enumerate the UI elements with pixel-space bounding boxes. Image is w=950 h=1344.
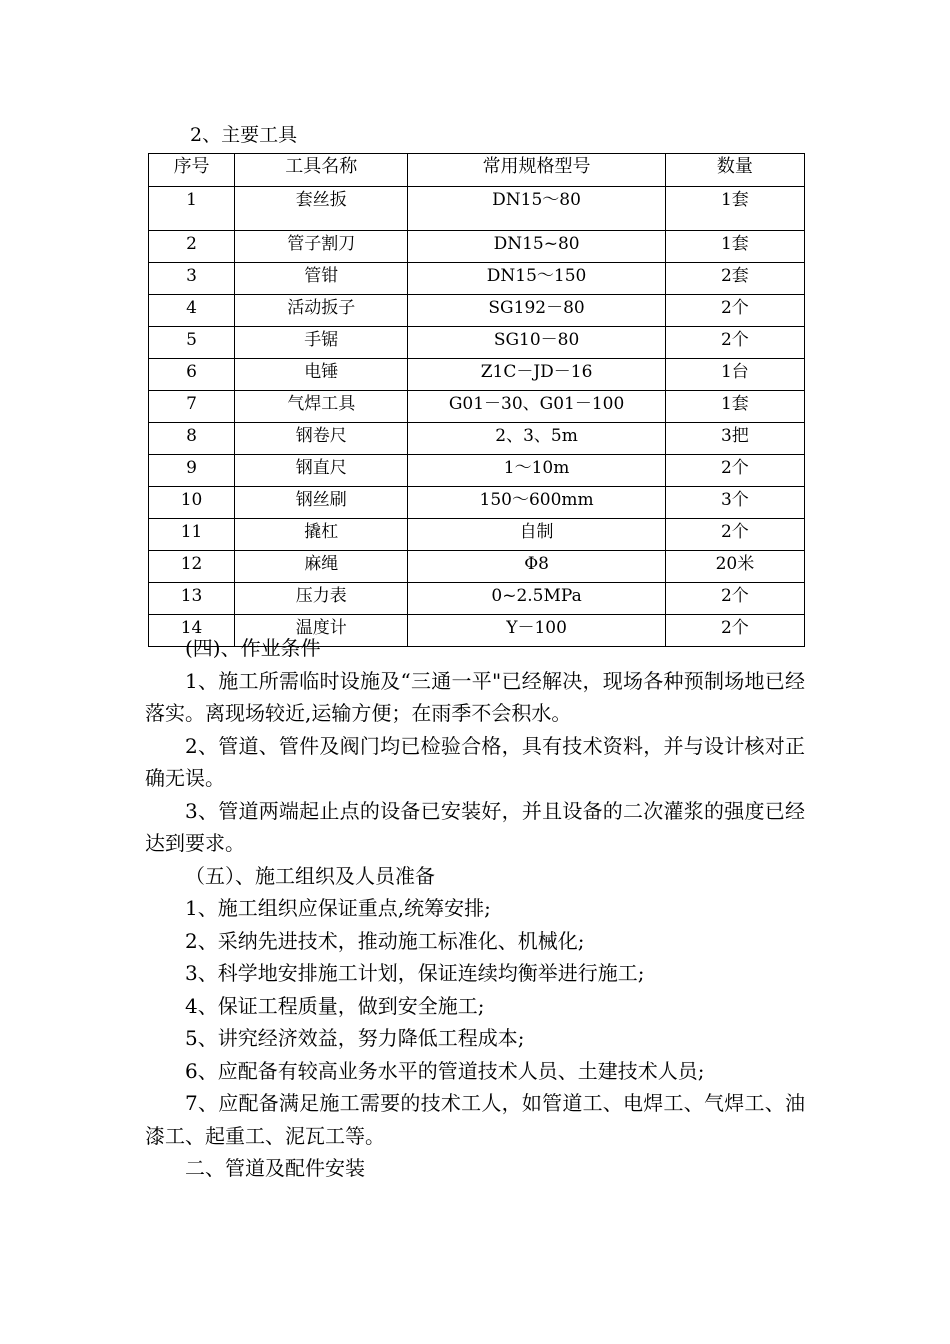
header-spec: 常用规格型号 xyxy=(408,154,665,187)
cell-spec: 1～10m xyxy=(408,455,665,487)
paragraph: 1、施工组织应保证重点,统筹安排; xyxy=(185,896,491,920)
heading-organization: （五）、施工组织及人员准备 xyxy=(185,863,435,888)
cell-index: 12 xyxy=(149,551,235,583)
paragraph: 2、采纳先进技术，推动施工标准化、机械化; xyxy=(185,928,585,953)
paragraph: 2、管道、管件及阀门均已检验合格，具有技术资料，并与设计核对正确无误。 xyxy=(145,733,805,790)
paragraph: 1、施工所需临时设施及“三通一平"已经解决，现场各种预制场地已经落实。离现场较近,运输方便；在雨季不会积水。 xyxy=(145,668,805,725)
table-row xyxy=(149,231,805,263)
cell-index: 10 xyxy=(149,487,235,519)
cell-index: 11 xyxy=(149,519,235,551)
paragraph: 3、管道两端起止点的设备已安装好，并且设备的二次灌浆的强度已经达到要求。 xyxy=(145,798,805,855)
cell-quantity: 2个 xyxy=(665,583,804,615)
table-row xyxy=(149,583,805,615)
cell-tool-name: 活动扳子 xyxy=(235,295,408,327)
table-row xyxy=(149,423,805,455)
cell-tool-name: 撬杠 xyxy=(235,519,408,551)
cell-tool-name: 气焊工具 xyxy=(235,391,408,423)
tools-table xyxy=(148,153,805,647)
cell-quantity: 3把 xyxy=(665,423,804,455)
table-row xyxy=(149,455,805,487)
cell-quantity: 3个 xyxy=(665,487,804,519)
table-row xyxy=(149,263,805,295)
cell-index: 14 xyxy=(149,615,235,647)
paragraph: 5、讲究经济效益，努力降低工程成本; xyxy=(185,1026,525,1050)
cell-quantity: 20米 xyxy=(665,551,804,583)
heading-pipe-installation: 二、管道及配件安装 xyxy=(185,1156,365,1180)
cell-spec: DN15～80 xyxy=(408,187,665,231)
cell-tool-name: 压力表 xyxy=(235,583,408,615)
cell-spec: G01－30、G01－100 xyxy=(408,391,665,423)
cell-spec: DN15～150 xyxy=(408,263,665,295)
cell-tool-name: 钢直尺 xyxy=(235,455,408,487)
cell-quantity: 2个 xyxy=(665,295,804,327)
cell-spec: SG192－80 xyxy=(408,295,665,327)
cell-index: 13 xyxy=(149,583,235,615)
heading-work-conditions: (四)、作业条件 xyxy=(185,636,321,660)
cell-index: 6 xyxy=(149,359,235,391)
cell-quantity: 2套 xyxy=(665,263,804,295)
cell-index: 9 xyxy=(149,455,235,487)
table-row xyxy=(149,187,805,231)
cell-spec: Y－100 xyxy=(408,615,665,647)
cell-quantity: 2个 xyxy=(665,615,804,647)
paragraph: 7、应配备满足施工需要的技术工人，如管道工、电焊工、气焊工、油漆工、起重工、泥瓦工等。 xyxy=(145,1091,805,1148)
cell-index: 1 xyxy=(149,187,235,231)
cell-tool-name: 麻绳 xyxy=(235,551,408,583)
table-header-row xyxy=(149,154,805,187)
cell-index: 5 xyxy=(149,327,235,359)
cell-tool-name: 温度计 xyxy=(235,615,408,647)
cell-spec: 150～600mm xyxy=(408,487,665,519)
paragraph: 4、保证工程质量，做到安全施工; xyxy=(185,993,485,1018)
cell-index: 3 xyxy=(149,263,235,295)
table-row xyxy=(149,487,805,519)
cell-tool-name: 套丝扳 xyxy=(235,187,408,231)
body-text xyxy=(145,632,805,1185)
table-row xyxy=(149,391,805,423)
cell-quantity: 2个 xyxy=(665,327,804,359)
cell-index: 2 xyxy=(149,231,235,263)
table-row xyxy=(149,519,805,551)
section-title: 2、主要工具 xyxy=(190,124,298,146)
cell-quantity: 1套 xyxy=(665,187,804,231)
header-tool-name: 工具名称 xyxy=(235,154,408,187)
cell-spec: 自制 xyxy=(408,519,665,551)
cell-spec: 0~2.5MPa xyxy=(408,583,665,615)
cell-quantity: 2个 xyxy=(665,519,804,551)
cell-index: 7 xyxy=(149,391,235,423)
cell-spec: SG10－80 xyxy=(408,327,665,359)
cell-quantity: 1套 xyxy=(665,391,804,423)
cell-spec: 2、3、5m xyxy=(408,423,665,455)
cell-tool-name: 管钳 xyxy=(235,263,408,295)
cell-spec: DN15~80 xyxy=(408,231,665,263)
table-row xyxy=(149,359,805,391)
cell-index: 4 xyxy=(149,295,235,327)
table-row xyxy=(149,551,805,583)
cell-index: 8 xyxy=(149,423,235,455)
cell-tool-name: 电锤 xyxy=(235,359,408,391)
cell-tool-name: 钢丝刷 xyxy=(235,487,408,519)
table-row xyxy=(149,327,805,359)
header-index: 序号 xyxy=(149,154,235,187)
cell-tool-name: 管子割刀 xyxy=(235,231,408,263)
header-quantity: 数量 xyxy=(665,154,804,187)
cell-quantity: 2个 xyxy=(665,455,804,487)
paragraph: 3、科学地安排施工计划，保证连续均衡举进行施工; xyxy=(185,961,645,985)
cell-spec: Φ8 xyxy=(408,551,665,583)
cell-tool-name: 手锯 xyxy=(235,327,408,359)
table-row xyxy=(149,295,805,327)
cell-spec: Z1C－JD－16 xyxy=(408,359,665,391)
cell-quantity: 1套 xyxy=(665,231,804,263)
cell-quantity: 1台 xyxy=(665,359,804,391)
cell-tool-name: 钢卷尺 xyxy=(235,423,408,455)
paragraph: 6、应配备有较高业务水平的管道技术人员、土建技术人员; xyxy=(185,1058,705,1083)
